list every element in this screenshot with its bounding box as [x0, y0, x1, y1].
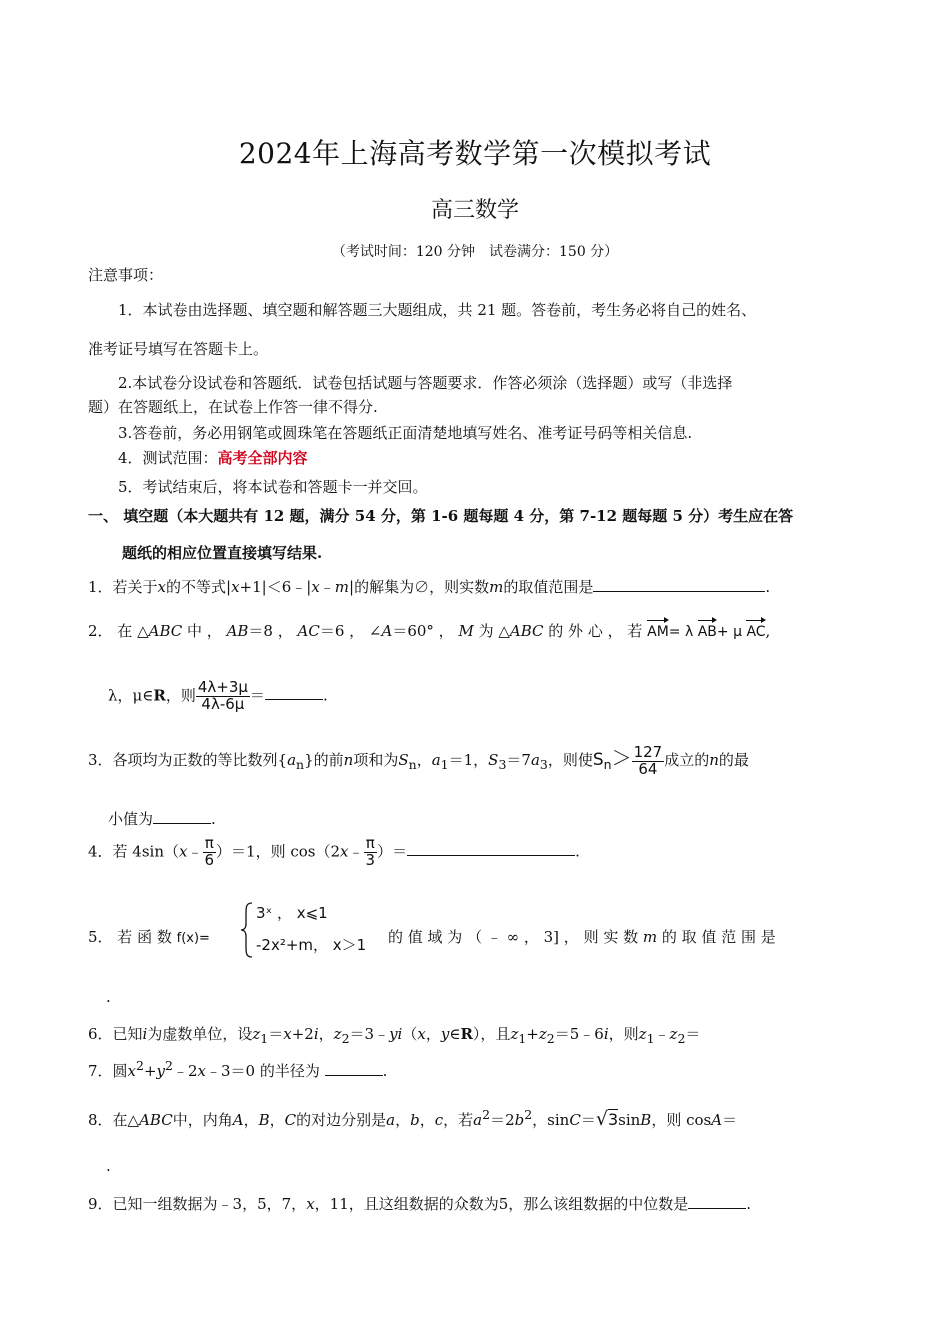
vector-am: AM — [647, 618, 669, 640]
exam-subtitle: 高三数学 — [430, 198, 519, 223]
section-1-heading: 一、 填空题（本大题共有 12 题，满分 54 分，第 1-6 题每题 4 分，第 7-12 题每题 5 分）考生应在答 — [88, 507, 794, 525]
notice-item-2: 2.本试卷分设试卷和答题纸．试卷包括试题与答题要求．作答必须涂（选择题）或写（非选择 — [118, 374, 733, 392]
question-2: 2． 在 △ABC 中 ， AB＝8 ， AC＝6 ， ∠A＝60° ， M 为 △ABC 的 外 心 ， 若 AM= λ AB+ μ AC, — [88, 618, 770, 641]
notice-item-2-cont: 题）在答题纸上，在试卷上作答一律不得分. — [88, 398, 378, 416]
notice-heading: 注意事项： — [88, 266, 164, 284]
notice-item-5: 5．考试结束后，将本试卷和答题卡一并交回。 — [118, 478, 428, 496]
fraction: $\frac{\pi}{6}$ — [204, 834, 215, 869]
question-9: 9．已知一组数据为﹣3，5，7，x，11，且这组数据的众数为5，那么该组数据的中位数是 . — [88, 1195, 752, 1213]
question-4: 4．若 4sin（x﹣ $\frac{\pi}{6}$ ）＝1，则 cos（2x﹣ $\frac{\pi}{3}$ ）＝ . — [88, 834, 580, 869]
question-2-cont: λ，μ∈R，则 $\frac{4\lambda+3\mu}{4\lambda-6\mu}$ ＝ . — [108, 678, 328, 713]
section-1-heading-cont: 题纸的相应位置直接填写结果. — [122, 544, 323, 562]
answer-blank — [325, 1061, 383, 1076]
question-1: 1．若关于x的不等式|x+1|＜6﹣|x﹣m|的解集为∅，则实数m的取值范围是 . — [88, 578, 771, 596]
notice-item-1-cont: 准考证号填写在答题卡上。 — [88, 340, 269, 358]
answer-blank — [688, 1194, 746, 1209]
question-3-cont: 小值为 . — [108, 810, 216, 828]
fraction: $\frac{127}{64}$ — [633, 742, 663, 778]
answer-blank — [407, 841, 575, 856]
answer-blank — [265, 685, 323, 700]
vector-ab: AB — [698, 618, 717, 640]
piecewise-brace — [240, 902, 254, 958]
question-5-cont: . — [106, 988, 111, 1006]
question-5: 5． 若 函 数 f(x)= — [88, 928, 210, 946]
question-6: 6．已知i为虚数单位，设$z_1=x+2i$，$z_2=3﹣yi(x$，y∈R），且$z_1+z_2=5﹣6i$，则$z_1﹣z_2=$ — [88, 1025, 701, 1046]
question-3: 3．各项均为正数的等比数列$\{a_n\}$的前n项和为$S_n$，$a_1=1$，$S_3=7a_3$，则使$S_n>$ $\frac{127}{64}$ 成立的n的最 — [88, 742, 749, 778]
fraction: $\frac{\pi}{3}$ — [365, 834, 376, 869]
answer-blank — [153, 809, 211, 824]
notice-item-3: 3.答卷前，务必用钢笔或圆珠笔在答题纸正面清楚地填写姓名、准考证号码等相关信息. — [118, 424, 693, 442]
question-8: 8．在△ABC中，内角A，B，C的对边分别是a，b，c，若$a^2=2b^2$，sinC＝√3sinB，则 cosA＝ — [88, 1107, 738, 1130]
fraction: $\frac{4\lambda+3\mu}{4\lambda-6\mu}$ — [197, 678, 248, 713]
test-scope: 高考全部内容 — [217, 449, 308, 467]
answer-blank — [593, 577, 765, 592]
notice-item-1: 1．本试卷由选择题、填空题和解答题三大题组成，共 21 题。答卷前，考生务必将自己的姓名、 — [118, 301, 757, 319]
vector-ac: AC — [746, 618, 765, 640]
exam-title: 2024年上海高考数学第一次模拟考试 — [238, 137, 712, 170]
piecewise-case-1: 3ˣ ， x⩽1 — [256, 904, 328, 922]
piecewise-case-2: -2x²+m， x＞1 — [256, 936, 367, 954]
question-5-text: 的 值 域 为 （ ﹣ ∞ ， 3] ， 则 实 数 m 的 取 值 范 围 是 — [388, 928, 776, 946]
notice-item-4: 4．测试范围：高考全部内容 — [118, 449, 308, 467]
question-8-cont: . — [106, 1157, 111, 1175]
exam-time-info: （考试时间：120 分钟 试卷满分：150 分） — [331, 244, 619, 260]
question-7: 7．圆$x^2+y^2﹣2x﹣3=0$ 的半径为 . — [88, 1058, 388, 1080]
